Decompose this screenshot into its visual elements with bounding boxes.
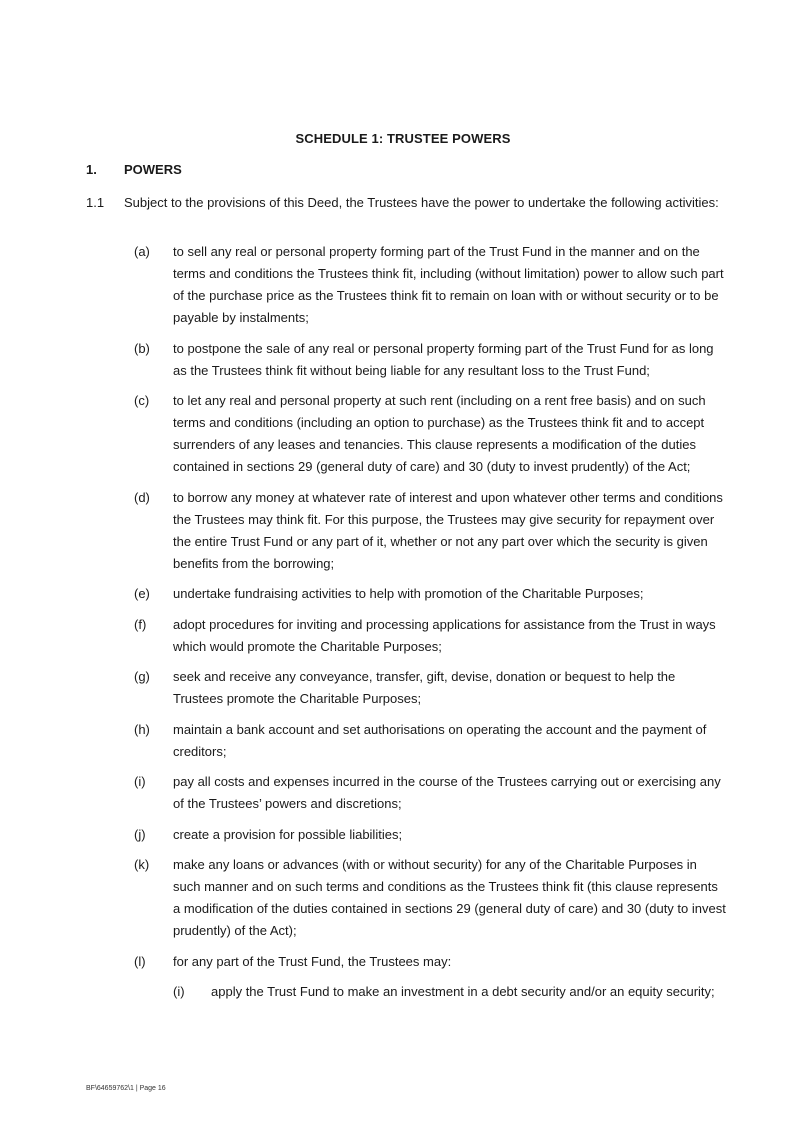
item-text: pay all costs and expenses incurred in the course of the Trustees carrying out or exercising any of the Trustees’ powers and discretions; (173, 774, 721, 811)
subitem-numeral: (i) (173, 983, 185, 999)
list-item (134, 951, 726, 1003)
list-item (134, 824, 726, 846)
item-letter: (h) (134, 721, 150, 737)
item-letter: (j) (134, 826, 146, 842)
item-text: maintain a bank account and set authorisations on operating the account and the payment of creditors; (173, 721, 707, 759)
item-letter: (d) (134, 489, 150, 505)
list-item (134, 390, 726, 478)
sub-list (173, 981, 726, 1003)
list-item (134, 666, 726, 710)
item-text: for any part of the Trust Fund, the Trustees may: (173, 953, 452, 969)
schedule-title: SCHEDULE 1: TRUSTEE POWERS (295, 131, 511, 146)
clause-text: Subject to the provisions of this Deed, the Trustees have the power to undertake the following activities: (124, 195, 719, 210)
item-text: undertake fundraising activities to help with promotion of the Charitable Purposes; (173, 586, 644, 601)
subitem-text: apply the Trust Fund to make an investment in a debt security and/or an equity security; (211, 983, 715, 999)
item-text: seek and receive any conveyance, transfer, gift, devise, donation or bequest to help the Trustees promote the Charitable Purposes; (173, 669, 676, 706)
item-letter: (l) (134, 953, 146, 969)
list-item (134, 771, 726, 815)
list-item (134, 719, 726, 763)
item-text: adopt procedures for inviting and processing applications for assistance from the Trust in ways which would promote the Charitable Purposes; (173, 616, 716, 654)
item-letter: (a) (134, 244, 150, 259)
section-number: 1. (86, 162, 97, 177)
clause-number: 1.1 (86, 195, 105, 210)
item-letter: (c) (134, 393, 150, 408)
item-text: to borrow any money at whatever rate of interest and upon whatever other terms and conditions the Trustees may think fit. For this purpose, the Trustees may give security for repayment over the entire Trust Fund or any part of it, whether or not any part over which the security is given benefits from the borrowing; (173, 489, 723, 571)
power-list (134, 241, 726, 1011)
sub-list-item (173, 981, 726, 1003)
list-item (134, 583, 726, 605)
list-item (134, 487, 726, 575)
list-item (134, 241, 726, 329)
item-letter: (k) (134, 857, 150, 872)
item-letter: (b) (134, 340, 150, 356)
item-letter: (g) (134, 669, 150, 684)
item-text: to sell any real or personal property forming part of the Trust Fund in the manner and on the terms and conditions the Trustees think fit, including (without limitation) power to allow such part of the purchase price as the Trustees think fit to remain on loan with or without security or to be payable by instalments; (173, 244, 724, 325)
section-title: POWERS (124, 162, 182, 177)
list-item (134, 338, 726, 382)
list-item (134, 614, 726, 658)
item-letter: (i) (134, 774, 146, 789)
item-text: create a provision for possible liabilities; (173, 826, 403, 842)
item-text: make any loans or advances (with or without security) for any of the Charitable Purposes in such manner and on such terms and conditions as the Trustees think fit (this clause represents a modification of the duties contained in sections 29 (general duty of care) and 30 (duty to invest prudently) of the Act); (173, 857, 726, 938)
list-item (134, 854, 726, 942)
page-footer: BF\64659762\1 | Page 16 (86, 1085, 166, 1092)
item-letter: (e) (134, 586, 150, 601)
clause-1-1 (86, 192, 726, 214)
item-letter: (f) (134, 616, 147, 632)
item-text: to postpone the sale of any real or personal property forming part of the Trust Fund for as long as the Trustees think fit without being liable for any resultant loss to the Trust Fund; (173, 340, 714, 378)
item-text: to let any real and personal property at such rent (including on a rent free basis) and on such terms and conditions (including an option to purchase) as the Trustees think fit and to accept surrenders of any leases and tenancies. This clause represents a modification of the duties contained in sections 29 (general duty of care) and 30 (duty to invest prudently) of the Act; (173, 393, 706, 474)
section-heading (86, 162, 182, 177)
